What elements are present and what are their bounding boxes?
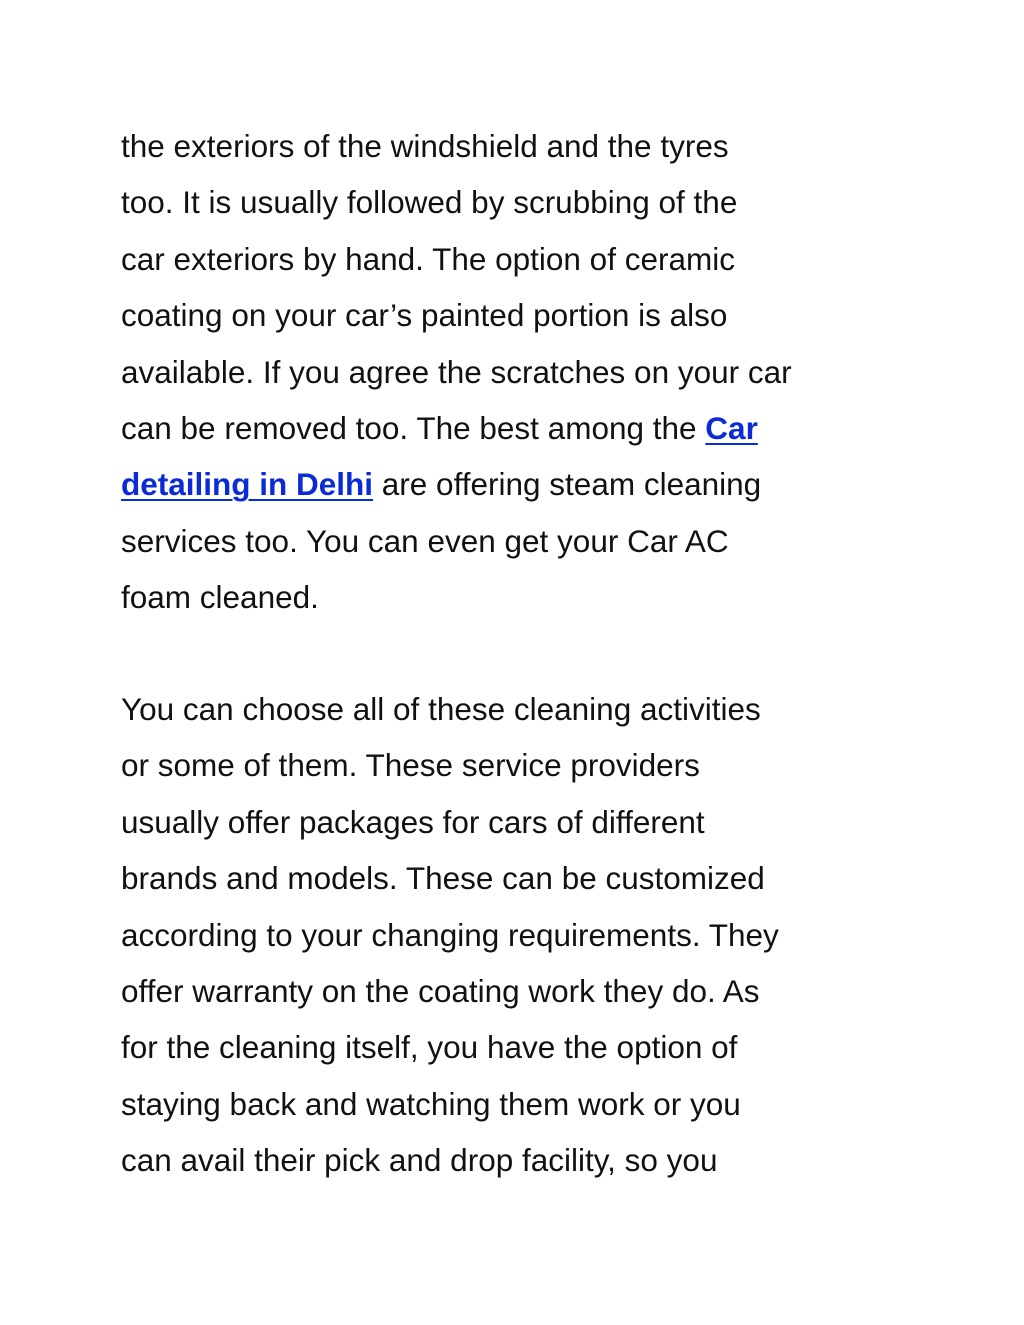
text-line: according to your changing requirements. They: [121, 916, 779, 953]
text-segment: are offering steam cleaning: [373, 466, 762, 503]
text-line-with-link: [121, 456, 921, 512]
paragraph-2: [121, 681, 921, 1189]
text-line: can avail their pick and drop facility, so you: [121, 1142, 718, 1179]
paragraph-1: [121, 118, 921, 626]
text-line: offer warranty on the coating work they do. As: [121, 972, 760, 1009]
car-detailing-link-part-1[interactable]: Car: [705, 409, 758, 446]
car-detailing-link-part-2[interactable]: detailing in Delhi: [121, 466, 374, 503]
text-line: staying back and watching them work or you: [121, 1085, 741, 1122]
text-line: for the cleaning itself, you have the option of: [121, 1029, 738, 1066]
text-segment: can be removed too. The best among the: [121, 409, 706, 446]
text-line: services too. You can even get your Car AC: [121, 522, 729, 559]
text-line: too. It is usually followed by scrubbing of the: [121, 184, 738, 221]
text-line: brands and models. These can be customized: [121, 860, 765, 897]
text-line: available. If you agree the scratches on your car: [121, 353, 792, 390]
text-line: usually offer packages for cars of different: [121, 803, 705, 840]
text-line: coating on your car’s painted portion is also: [121, 297, 728, 334]
text-line-with-link: [121, 400, 921, 456]
text-line: car exteriors by hand. The option of ceramic: [121, 240, 735, 277]
text-line: foam cleaned.: [121, 579, 319, 616]
text-line: or some of them. These service providers: [121, 747, 700, 784]
text-line: You can choose all of these cleaning activities: [121, 691, 761, 727]
text-line: the exteriors of the windshield and the tyres: [121, 128, 729, 164]
